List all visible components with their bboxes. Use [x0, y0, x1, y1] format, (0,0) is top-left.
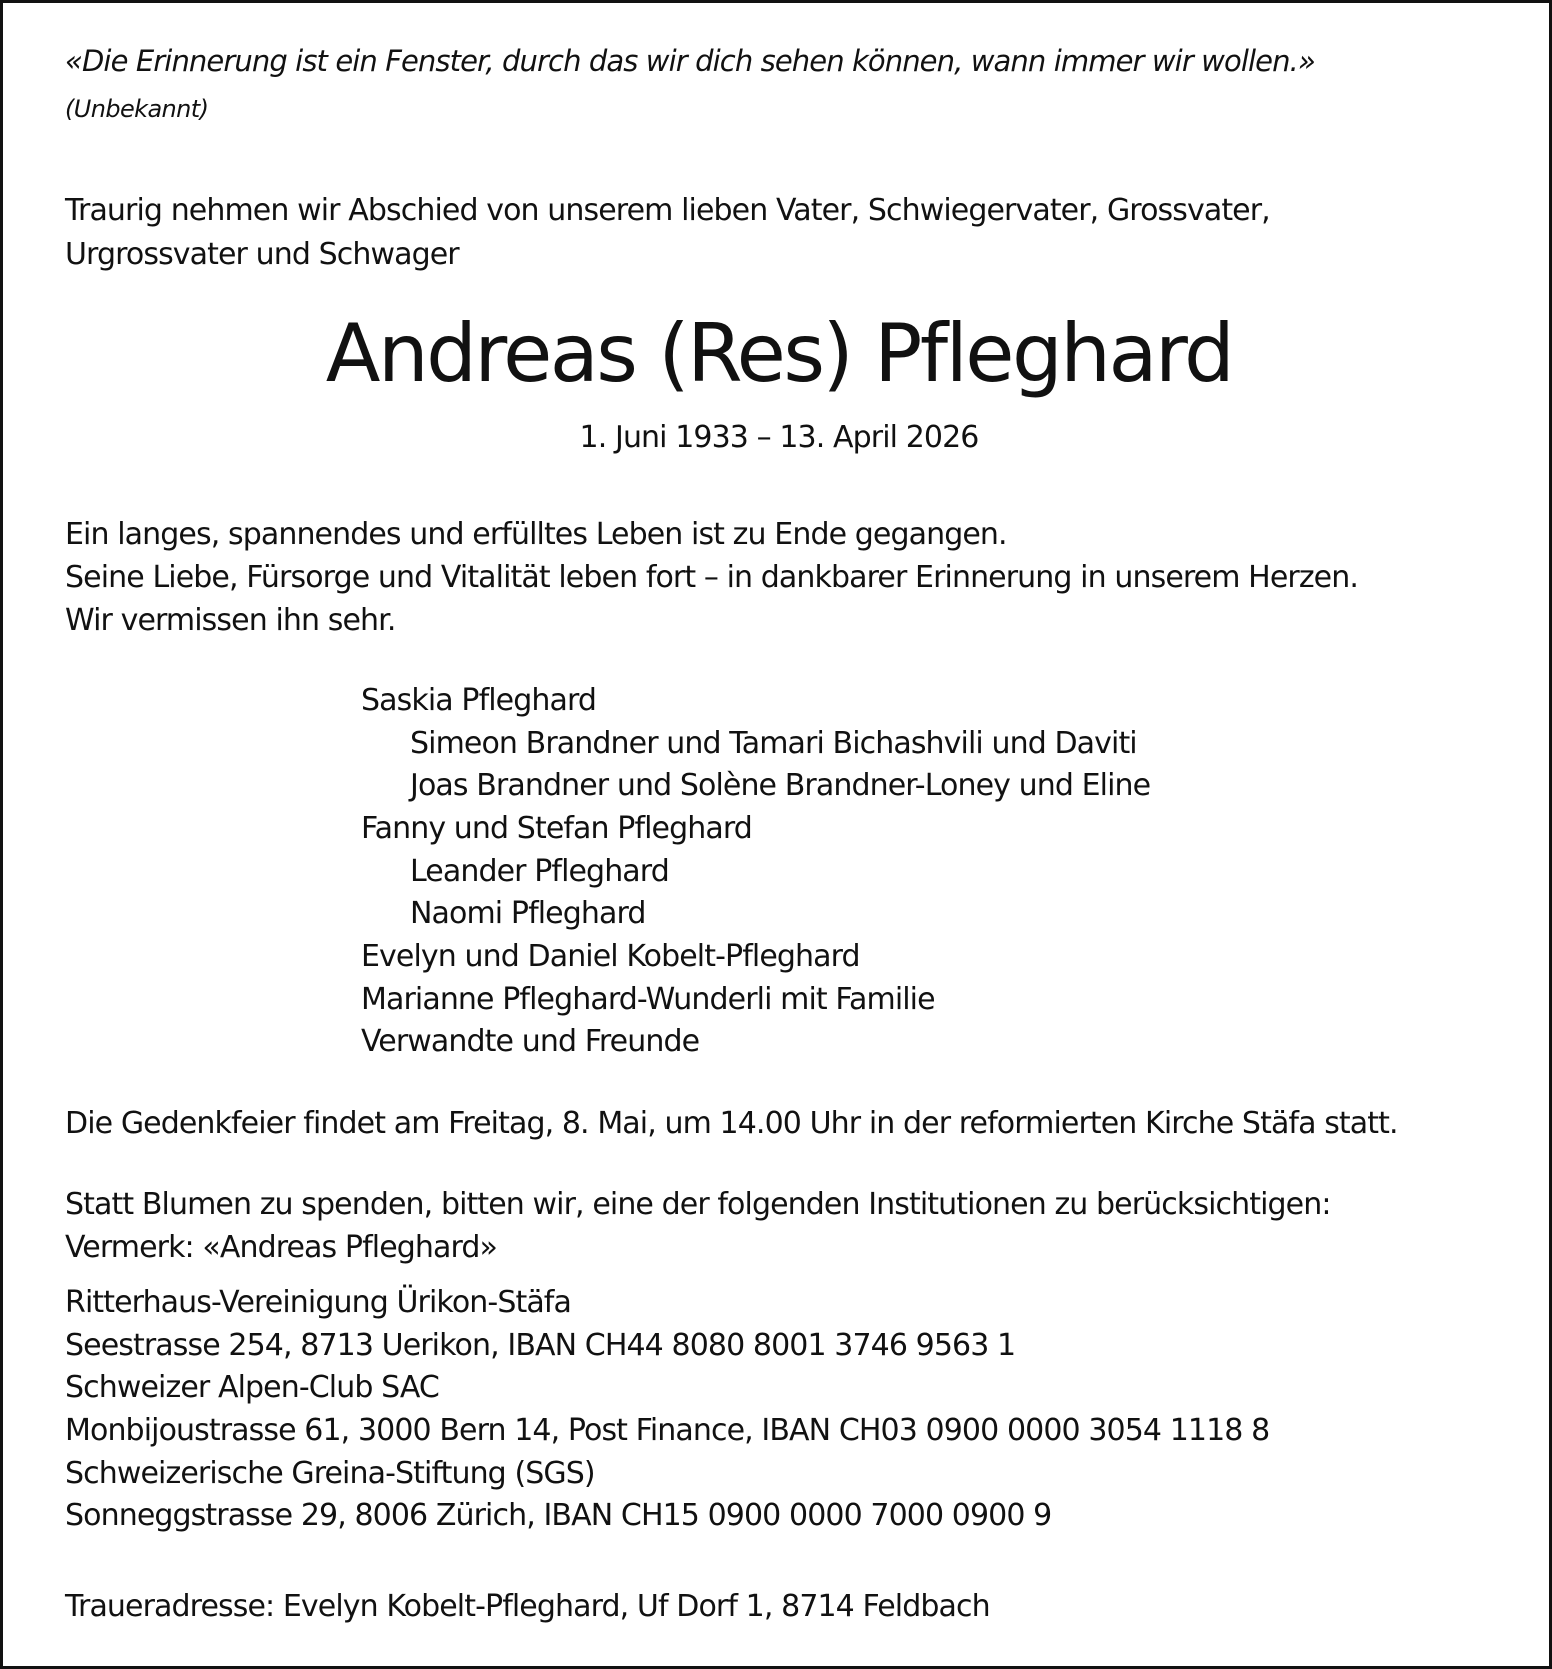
- mourner-entry: Joas Brandner und Solène Brandner-Loney und Eline: [410, 768, 1151, 803]
- mourning-address: Traueradresse: Evelyn Kobelt-Pfleghard, Uf Dorf 1, 8714 Feldbach: [65, 1589, 990, 1624]
- tribute-line: Wir vermissen ihn sehr.: [65, 603, 396, 638]
- mourner-entry: Verwandte und Freunde: [361, 1024, 700, 1059]
- ceremony-info: Die Gedenkfeier findet am Freitag, 8. Mai, um 14.00 Uhr in der reformierten Kirche Stäfa statt.: [65, 1106, 1398, 1141]
- deceased-name: Andreas (Res) Pfleghard: [325, 307, 1233, 400]
- motto-attribution: (Unbekannt): [65, 95, 209, 123]
- tribute-line: Seine Liebe, Fürsorge und Vitalität leben fort – in dankbarer Erinnerung in unserem Herzen.: [65, 560, 1358, 595]
- institution-details: Seestrasse 254, 8713 Uerikon, IBAN CH44 8080 8001 3746 9563 1: [65, 1328, 1016, 1363]
- mourner-entry: Marianne Pfleghard-Wunderli mit Familie: [361, 982, 935, 1017]
- institution-details: Sonneggstrasse 29, 8006 Zürich, IBAN CH15 0900 0000 7000 0900 9: [65, 1498, 1052, 1533]
- intro-line-1: Traurig nehmen wir Abschied von unserem lieben Vater, Schwiegervater, Grossvater,: [65, 193, 1270, 228]
- institution-details: Monbijoustrasse 61, 3000 Bern 14, Post Finance, IBAN CH03 0900 0000 3054 1118 8: [65, 1413, 1270, 1448]
- tribute-line: Ein langes, spannendes und erfülltes Leben ist zu Ende gegangen.: [65, 517, 1007, 552]
- donation-reference: Vermerk: «Andreas Pfleghard»: [65, 1230, 497, 1265]
- institution-name: Ritterhaus-Vereinigung Ürikon-Stäfa: [65, 1285, 571, 1320]
- institution-name: Schweizer Alpen-Club SAC: [65, 1370, 439, 1405]
- mourner-entry: Leander Pfleghard: [410, 854, 669, 889]
- mourner-entry: Fanny und Stefan Pfleghard: [361, 811, 752, 846]
- institution-name: Schweizerische Greina-Stiftung (SGS): [65, 1456, 595, 1491]
- mourner-entry: Naomi Pfleghard: [410, 896, 646, 931]
- mourner-entry: Evelyn und Daniel Kobelt-Pfleghard: [361, 939, 860, 974]
- intro-line-2: Urgrossvater und Schwager: [65, 237, 459, 272]
- motto-quote: «Die Erinnerung ist ein Fenster, durch das wir dich sehen können, wann immer wir wollen.»: [65, 44, 1315, 78]
- mourner-entry: Simeon Brandner und Tamari Bichashvili und Daviti: [410, 726, 1137, 761]
- mourner-entry: Saskia Pfleghard: [361, 683, 597, 718]
- life-dates: 1. Juni 1933 – 13. April 2026: [579, 420, 979, 455]
- donation-intro: Statt Blumen zu spenden, bitten wir, eine der folgenden Institutionen zu berücksichtigen:: [65, 1187, 1331, 1222]
